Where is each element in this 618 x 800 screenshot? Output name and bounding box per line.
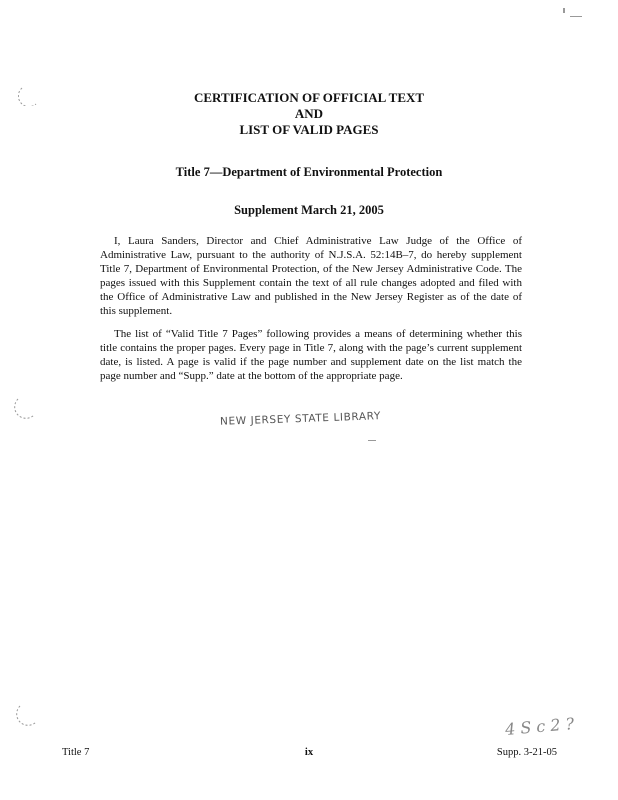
heading-line-1: CERTIFICATION OF OFFICIAL TEXT [193, 90, 425, 105]
footer-title: Title 7 [62, 747, 90, 758]
title-line: Title 7—Department of Environmental Protection [175, 165, 443, 179]
footer-page-number: ix [304, 747, 314, 758]
certification-body [100, 234, 522, 392]
supplement-line: Supplement March 21, 2005 [234, 203, 384, 217]
paragraph-1: I, Laura Sanders, Director and Chief Administrative Law Judge of the Office of Administrative Law, pursuant to the authority of N.J.S.A. 52:14B–7, do hereby supplement Title 7, Department of Environmental Protection, of the New Jersey Administrative Code. The pages issued with this Supplement contain the text of all rule changes adopted and filed with the Office of Administrative Law and published in the New Jersey Register as of the date of this supplement. [100, 235, 522, 317]
scan-speck [570, 16, 582, 17]
punch-hole-middle [14, 393, 40, 419]
heading-line-2: AND [294, 106, 324, 121]
heading-line-3: LIST OF VALID PAGES [239, 122, 379, 137]
scan-speck [368, 440, 376, 441]
handwritten-note: 4 S c 2 ? [504, 714, 575, 739]
certification-heading [0, 90, 618, 138]
punch-hole-bottom [16, 700, 42, 726]
scan-speck [563, 8, 565, 13]
library-stamp: NEW JERSEY STATE LIBRARY [219, 410, 382, 428]
footer-supplement-date: Supp. 3-21-05 [496, 747, 557, 758]
paragraph-2: The list of “Valid Title 7 Pages” following provides a means of determining whether this title contains the proper pages. Every page in Title 7, along with the page’s current supplement date, is listed. A page is valid if the page number and supplement date on the list match the page number and “Supp.” date at the bottom of the appropriate page. [100, 328, 522, 382]
